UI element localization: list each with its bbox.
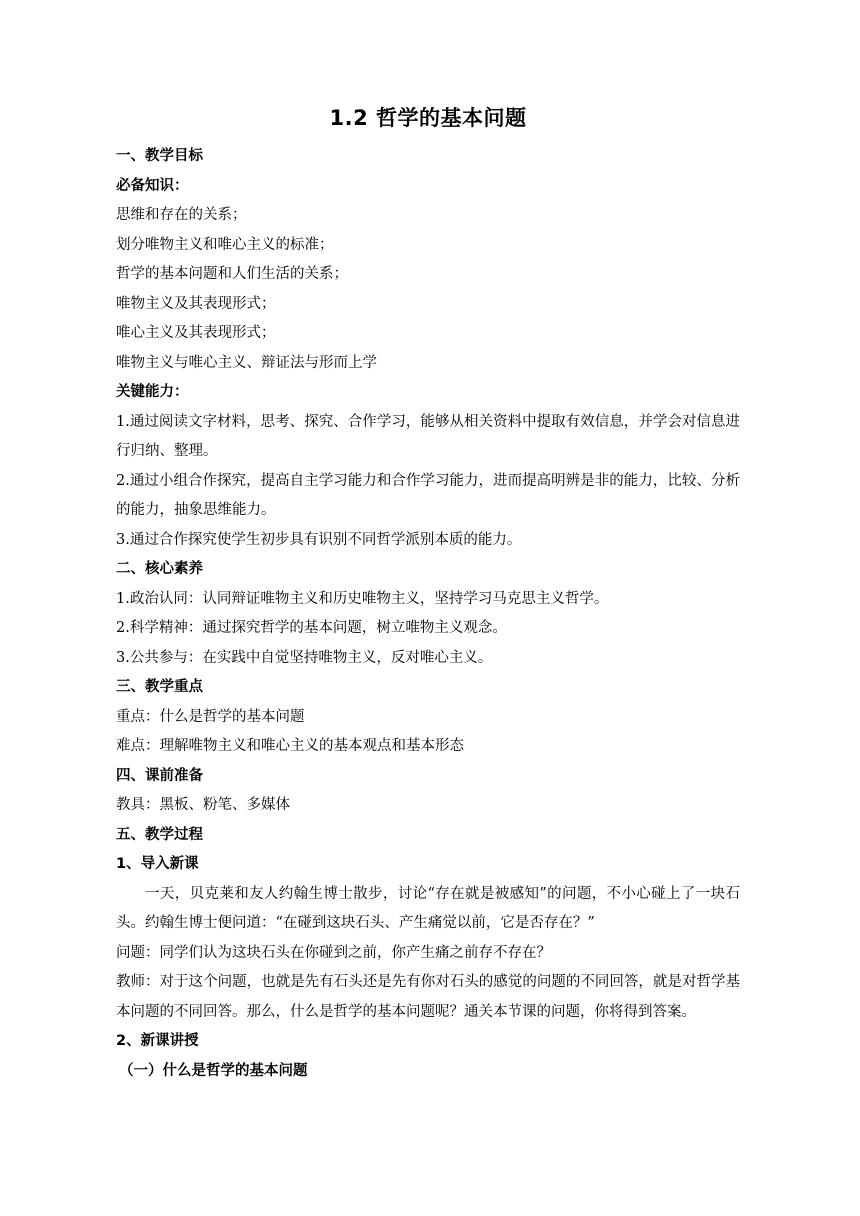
section-heading-teaching-goals: 一、教学目标 bbox=[116, 148, 203, 164]
knowledge-item: 哲学的基本问题和人们生活的关系； bbox=[116, 266, 348, 282]
subsection-heading-basic-question: （一）什么是哲学的基本问题 bbox=[119, 1062, 308, 1079]
knowledge-item: 思维和存在的关系； bbox=[116, 207, 247, 223]
knowledge-item: 唯物主义及其表现形式； bbox=[116, 295, 276, 312]
section-heading-core-literacy: 二、核心素养 bbox=[116, 561, 203, 577]
document-page bbox=[116, 98, 740, 1086]
knowledge-item: 划分唯物主义和唯心主义的标准； bbox=[116, 236, 334, 253]
ability-item: 2.通过小组合作探究，提高自主学习能力和合作学习能力，进而提高明辨是非的能力，比较、分析的能力，抽象思维能力。 bbox=[116, 472, 740, 518]
intro-teacher-paragraph: 教师：对于这个问题，也就是先有石头还是先有你对石头的感觉的问题的不同回答，就是对哲学基本问题的不同回答。那么，什么是哲学的基本问题呢？通关本节课的问题，你将得到答案。 bbox=[116, 974, 740, 1020]
section-heading-preparation: 四、课前准备 bbox=[116, 767, 203, 784]
ability-item: 3.通过合作探究使学生初步具有识别不同哲学派别本质的能力。 bbox=[116, 531, 522, 548]
literacy-item: 2.科学精神：通过探究哲学的基本问题，树立唯物主义观念。 bbox=[116, 620, 507, 636]
preparation-item: 教具：黑板、粉笔、多媒体 bbox=[116, 797, 290, 813]
step-heading-intro: 1、导入新课 bbox=[116, 856, 199, 872]
document-title: 1.2 哲学的基本问题 bbox=[329, 106, 527, 130]
knowledge-item: 唯心主义及其表现形式； bbox=[116, 325, 276, 341]
literacy-item: 3.公共参与：在实践中自觉坚持唯物主义，反对唯心主义。 bbox=[116, 649, 493, 666]
knowledge-item: 唯物主义与唯心主义、辩证法与形而上学 bbox=[116, 354, 377, 371]
key-point-item: 难点：理解唯物主义和唯心主义的基本观点和基本形态 bbox=[116, 738, 464, 754]
subheading-key-abilities: 关键能力： bbox=[116, 384, 189, 400]
section-heading-key-points: 三、教学重点 bbox=[116, 679, 203, 695]
intro-story-paragraph: 一天，贝克莱和友人约翰生博士散步，讨论“存在就是被感知”的问题，不小心碰上了一块石头。约翰生博士便问道：“在碰到这块石头、产生痛觉以前，它是否存在？” bbox=[116, 885, 740, 931]
key-point-item: 重点：什么是哲学的基本问题 bbox=[116, 708, 305, 725]
subheading-required-knowledge: 必备知识： bbox=[116, 177, 189, 194]
step-heading-new-lesson: 2、新课讲授 bbox=[116, 1033, 199, 1049]
section-heading-teaching-process: 五、教学过程 bbox=[116, 826, 203, 843]
literacy-item: 1.政治认同：认同辩证唯物主义和历史唯物主义，坚持学习马克思主义哲学。 bbox=[116, 590, 609, 607]
ability-item: 1.通过阅读文字材料，思考、探究、合作学习，能够从相关资料中提取有效信息，并学会对信息进行归纳、整理。 bbox=[116, 413, 740, 459]
intro-question-paragraph: 问题：同学们认为这块石头在你碰到之前，你产生痛之前存不存在？ bbox=[116, 944, 551, 961]
